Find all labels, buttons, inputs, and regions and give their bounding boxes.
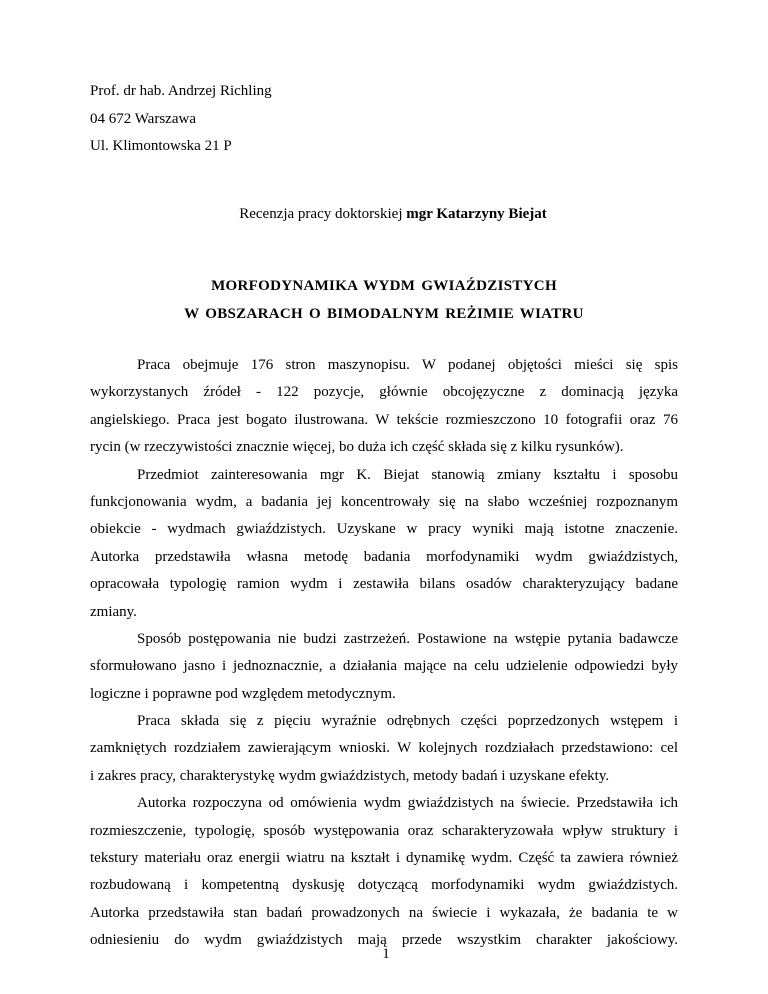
thesis-title [0,272,768,328]
body-line: Praca składa się z pięciu wyraźnie odrębnych części poprzedzonych wstępem i [137,713,678,730]
body-line: sformułowano jasno i jednoznacznie, a działania mające na celu udzielenie odpowiedzi były [90,658,678,675]
body-line: wykorzystanych źródeł - 122 pozycje, głównie obcojęzyczne z dominacją języka [90,384,678,401]
body-line: Praca obejmuje 176 stron maszynopisu. W podanej objętości mieści się spis [137,357,678,373]
body-line: odniesieniu do wydm gwiaździstych mają przede wszystkim charakter jakościowy. [90,932,678,949]
body-line: zmiany. [90,603,137,620]
body-line: Sposób postępowania nie budzi zastrzeżeń. Postawione na wstępie pytania badawcze [137,630,678,647]
body-line: rycin (w rzeczywistości znacznie więcej, bo duża ich część składa się z kilku rysunków). [90,439,624,456]
body-line: angielskiego. Praca jest bogato ilustrowana. W tekście rozmieszczono 10 fotografii oraz 76 [90,411,678,428]
body-line: tekstury materiału oraz energii wiatru na kształt i dynamikę wydm. Część ta zawiera również [90,850,678,867]
body-line: zamkniętych rozdziałem zawierającym wnioski. W kolejnych rozdziałach przedstawiono: cel [90,740,678,757]
review-prefix: Recenzja pracy doktorskiej [239,206,407,222]
review-author: mgr Katarzyny Biejat [406,206,547,222]
body-line: opracowała typologię ramion wydm i zestawiła bilans osadów charakteryzujący badane [90,576,678,593]
page-number: 1 [382,946,390,962]
body-line: Autorka rozpoczyna od omówienia wydm gwiaździstych na świecie. Przedstawiła ich [137,795,678,812]
body-line: funkcjonowania wydm, a badania jej koncentrowały się na słabo wcześniej rozpoznanym [90,493,678,510]
thesis-title-line-2: W OBSZARACH O BIMODALNYM REŻIMIE WIATRU [184,306,584,322]
body-line: rozbudowaną i kompetentną dyskusję dotyczącą morfodynamiki wydm gwiaździstych. [90,877,678,894]
thesis-title-line-1: MORFODYNAMIKA WYDM GWIAŹDZISTYCH [211,278,557,294]
sender-postal: 04 672 Warszawa [90,110,196,127]
review-heading [0,206,768,223]
review-body [90,352,678,955]
body-line: Autorka przedstawiła stan badań prowadzonych na świecie i wykazała, że badania te w [90,904,678,921]
body-line: rozmieszczenie, typologię, sposób występowania oraz scharakteryzowała wpływ struktury i [90,822,678,839]
sender-name: Prof. dr hab. Andrzej Richling [90,83,272,99]
sender-address [90,78,272,161]
body-line: obiekcie - wydmach gwiaździstych. Uzyskane w pracy wyniki mają istotne znaczenie. [90,521,678,538]
body-line: Przedmiot zainteresowania mgr K. Biejat stanowią zmiany kształtu i sposobu [137,466,678,483]
body-line: logiczne i poprawne pod względem metodycznym. [90,685,396,702]
sender-street: Ul. Klimontowska 21 P [90,138,232,154]
body-line: Autorka przedstawiła własna metodę badania morfodynamiki wydm gwiaździstych, [90,548,678,565]
body-line: i zakres pracy, charakterystykę wydm gwiaździstych, metody badań i uzyskane efekty. [90,767,610,784]
